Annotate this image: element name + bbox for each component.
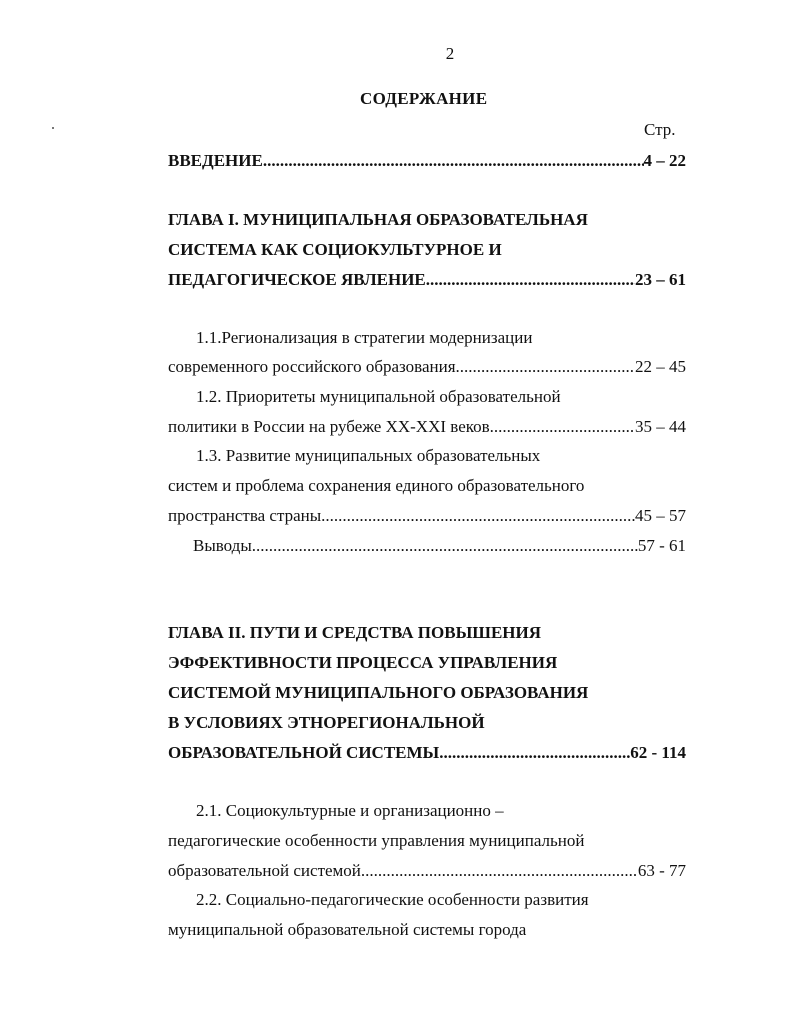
leader-dots (252, 536, 638, 556)
chapter1-title-line2: СИСТЕМА КАК СОЦИОКУЛЬТУРНОЕ И (168, 240, 502, 259)
chapter2-title-line5: ОБРАЗОВАТЕЛЬНОЙ СИСТЕМЫ (168, 743, 440, 762)
leader-dots (263, 151, 644, 171)
page-number: 2 (445, 44, 455, 63)
section-1-1-line2: современного российского образования (168, 357, 456, 376)
toc-entry-intro (168, 151, 686, 171)
chapter2-title-line1: ГЛАВА II. ПУТИ И СРЕДСТВА ПОВЫШЕНИЯ (168, 623, 542, 642)
toc-entry-chapter1 (168, 270, 686, 290)
scan-speck (52, 127, 54, 129)
chapter1-title-line1: ГЛАВА I. МУНИЦИПАЛЬНАЯ ОБРАЗОВАТЕЛЬНАЯ (168, 210, 588, 229)
toc-entry-section-1-1 (168, 357, 686, 377)
toc-entry-pages: 22 – 45 (635, 357, 686, 376)
toc-entry-pages: 63 - 77 (637, 861, 686, 880)
toc-entry-section-1-3 (168, 506, 686, 526)
chapter2-title-line2: ЭФФЕКТИВНОСТИ ПРОЦЕССА УПРАВЛЕНИЯ (168, 653, 558, 672)
section-1-1-line1: 1.1.Регионализация в стратегии модернизации (196, 328, 533, 347)
section-2-1-line1: 2.1. Социокультурные и организационно – (196, 801, 504, 820)
toc-entry-chapter2 (168, 743, 686, 763)
toc-entry-section-1-2 (168, 417, 686, 437)
toc-entry-text: ВВЕДЕНИЕ (168, 151, 263, 170)
section-1-3-line3: пространства страны (168, 506, 322, 525)
leader-dots (426, 270, 635, 290)
section-1-2-line1: 1.2. Приоритеты муниципальной образовательной (196, 387, 561, 406)
leader-dots (361, 861, 638, 881)
leader-dots (439, 743, 630, 763)
conclusions-text: Выводы (193, 536, 252, 555)
section-2-1-line2: педагогические особенности управления муниципальной (168, 831, 585, 850)
chapter2-title-line4: В УСЛОВИЯХ ЭТНОРЕГИОНАЛЬНОЙ (168, 713, 485, 732)
toc-entry-conclusions (193, 536, 686, 556)
toc-entry-pages: 62 - 114 (630, 743, 686, 762)
section-2-1-line3: образовательной системой (168, 861, 361, 880)
chapter2-title-line3: СИСТЕМОЙ МУНИЦИПАЛЬНОГО ОБРАЗОВАНИЯ (168, 683, 589, 702)
toc-entry-pages: 4 – 22 (643, 151, 686, 170)
toc-entry-pages: 23 – 61 (635, 270, 686, 289)
page-title: СОДЕРЖАНИЕ (360, 89, 488, 108)
toc-entry-section-2-1 (168, 861, 686, 881)
chapter1-title-line3: ПЕДАГОГИЧЕСКОЕ ЯВЛЕНИЕ (168, 270, 426, 289)
leader-dots (490, 417, 635, 437)
section-1-3-line1: 1.3. Развитие муниципальных образовательных (196, 446, 541, 465)
section-2-2-line1: 2.2. Социально-педагогические особенности развития (196, 890, 589, 909)
pages-column-label: Стр. (644, 120, 676, 139)
leader-dots (321, 506, 635, 526)
section-1-3-line2: систем и проблема сохранения единого образовательного (168, 476, 585, 495)
toc-entry-pages: 45 – 57 (635, 506, 686, 525)
toc-entry-pages: 57 - 61 (637, 536, 686, 555)
section-2-2-line2: муниципальной образовательной системы города (168, 920, 527, 939)
leader-dots (456, 357, 635, 377)
toc-entry-pages: 35 – 44 (635, 417, 686, 436)
section-1-2-line2: политики в России на рубеже XX-XXI веков (168, 417, 490, 436)
